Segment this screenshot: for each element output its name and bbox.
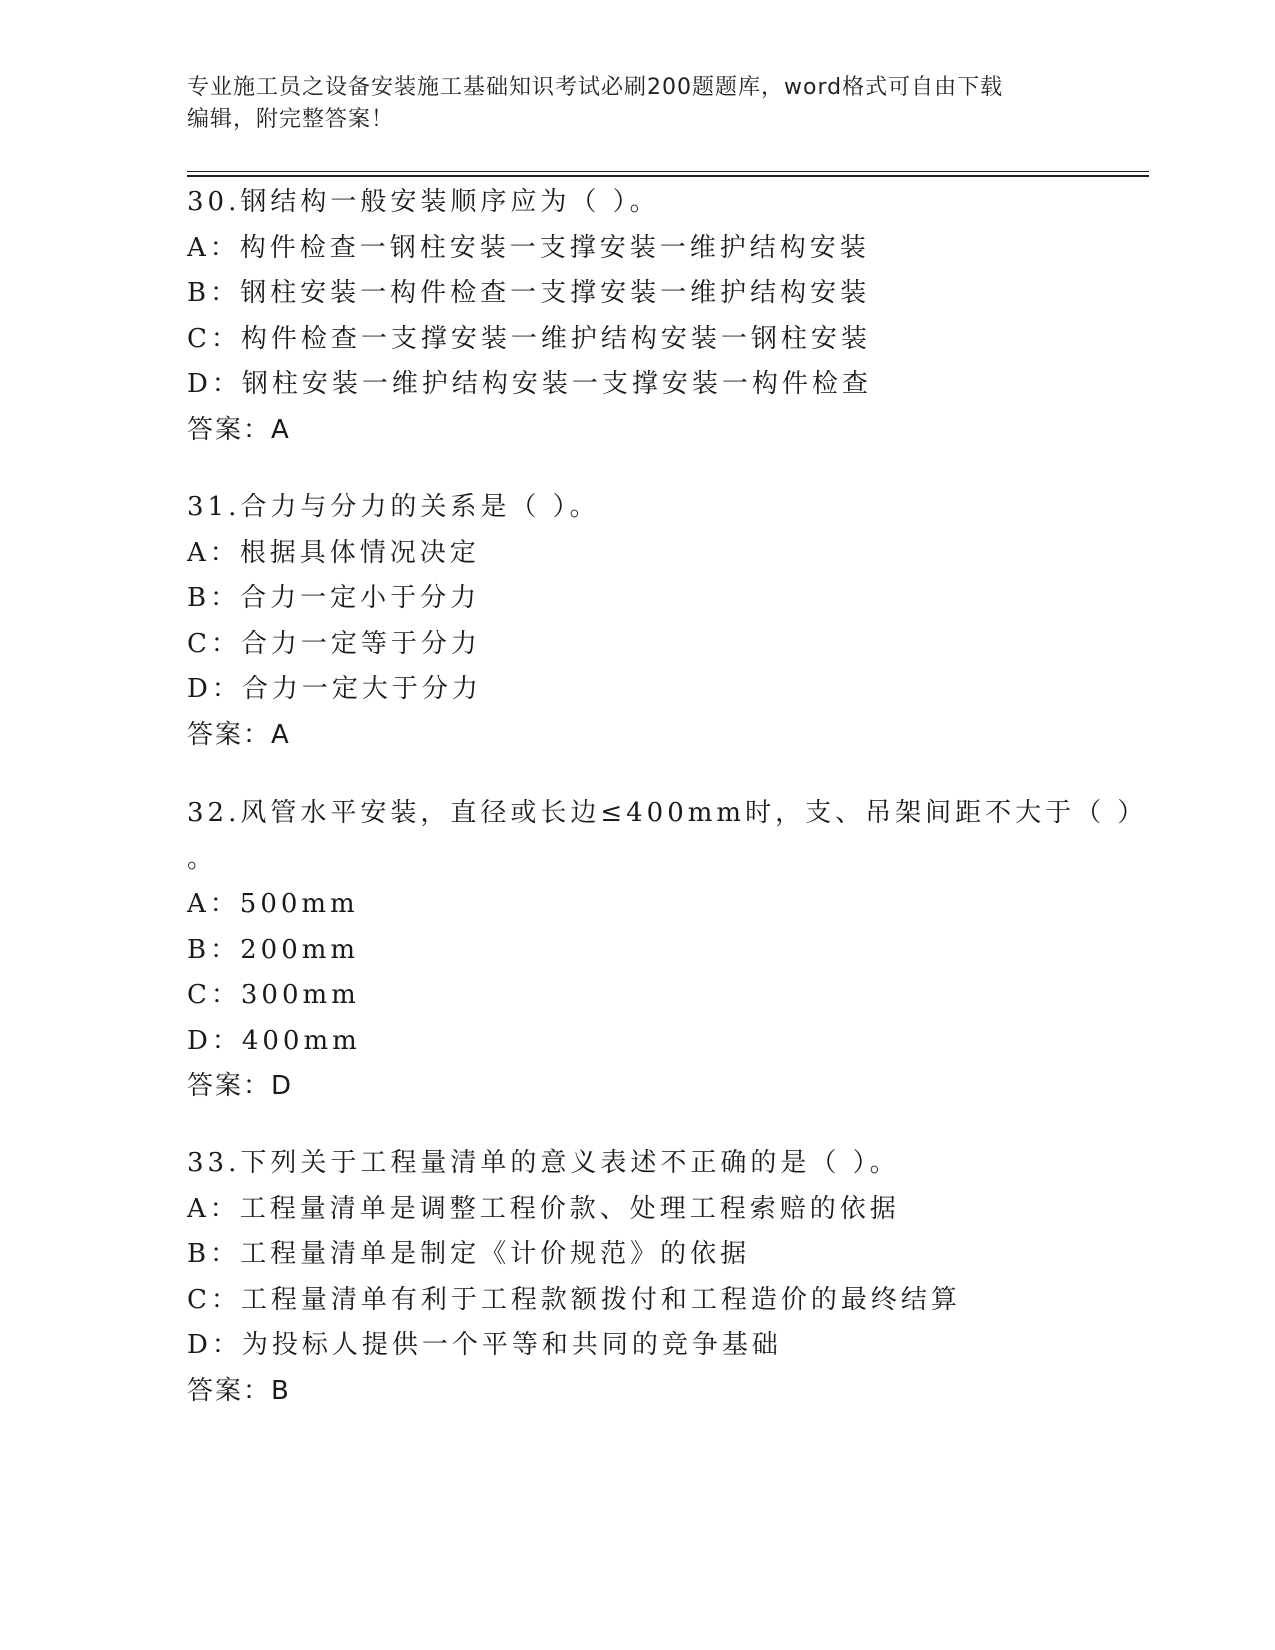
option-c: C：构件检查一支撑安装一维护结构安装一钢柱安装 xyxy=(187,323,871,354)
answer: 答案：B xyxy=(187,1375,291,1406)
header-line-1: 专业施工员之设备安装施工基础知识考试必刷200题题库，word格式可自由下载 xyxy=(187,75,1004,100)
option-b: B：钢柱安装一构件检查一支撑安装一维护结构安装 xyxy=(187,278,871,308)
question-stem: 32.风管水平安装，直径或长边≤400mm时，支、吊架间距不大于（ ） xyxy=(187,798,1148,828)
answer: 答案：A xyxy=(187,414,291,445)
option-a: A：根据具体情况决定 xyxy=(187,537,480,568)
header-divider-bottom xyxy=(187,175,1149,177)
option-c: C：工程量清单有利于工程款额拨付和工程造价的最终结算 xyxy=(187,1284,961,1315)
option-d: D：钢柱安装一维护结构安装一支撑安装一构件检查 xyxy=(187,369,872,399)
option-b: B：工程量清单是制定《计价规范》的依据 xyxy=(187,1239,751,1269)
question-32 xyxy=(187,791,1148,1110)
question-30 xyxy=(187,180,1087,453)
question-stem: 30.钢结构一般安装顺序应为（ ）。 xyxy=(187,187,660,217)
question-stem-continuation: 。 xyxy=(187,843,218,874)
document-header xyxy=(187,72,1067,136)
header-divider-top xyxy=(187,171,1149,172)
option-a: A：构件检查一钢柱安装一支撑安装一维护结构安装 xyxy=(187,232,870,263)
option-d: D：为投标人提供一个平等和共同的竞争基础 xyxy=(187,1330,782,1360)
answer: 答案：D xyxy=(187,1071,294,1101)
question-33 xyxy=(187,1141,1087,1414)
question-stem: 31.合力与分力的关系是（ ）。 xyxy=(187,492,600,522)
option-c: C：合力一定等于分力 xyxy=(187,628,481,659)
header-line-2: 编辑，附完整答案！ xyxy=(187,107,395,132)
option-c: C：300mm xyxy=(187,980,360,1010)
answer: 答案：A xyxy=(187,719,291,750)
option-a: A：工程量清单是调整工程价款、处理工程索赔的依据 xyxy=(187,1193,900,1224)
option-b: B：200mm xyxy=(187,934,360,965)
option-a: A：500mm xyxy=(187,889,359,919)
question-stem: 33.下列关于工程量清单的意义表述不正确的是（ ）。 xyxy=(187,1148,900,1178)
option-b: B：合力一定小于分力 xyxy=(187,583,481,613)
option-d: D：400mm xyxy=(187,1025,361,1056)
option-d: D：合力一定大于分力 xyxy=(187,674,482,704)
question-31 xyxy=(187,485,1087,758)
